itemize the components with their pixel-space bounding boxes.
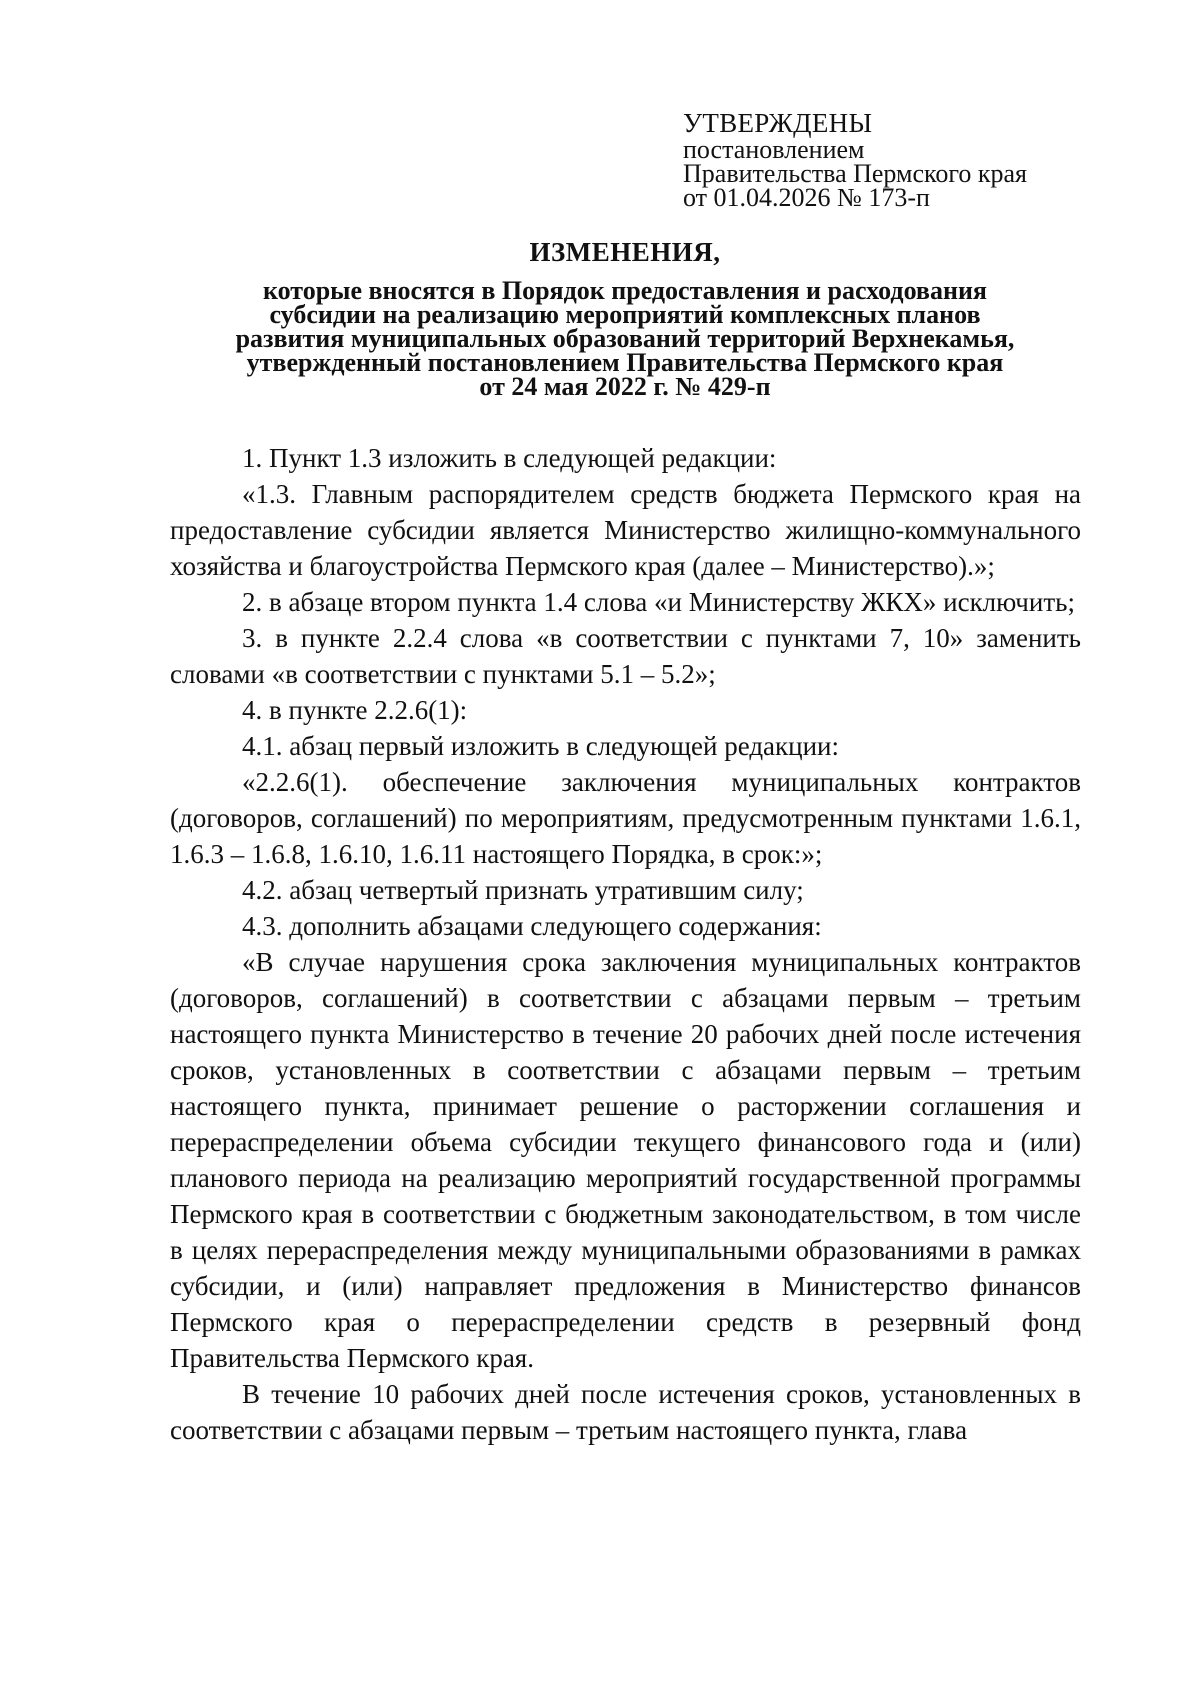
subtitle-line: утвержденный постановлением Правительства Пермского края <box>246 348 1004 377</box>
paragraph: «В случае нарушения срока заключения муниципальных контрактов (договоров, соглашений) в соответствии с абзацами первым – третьим настоящего пункта Министерство в течение 20 рабочих дней после истечения сроков, установленных в соответствии с абзацами первым – третьим настоящего пункта, принимает решение о расторжении соглашения и перераспределении объема субсидии текущего финансового года и (или) планового периода на реализацию мероприятий государственной программы Пермского края в соответствии с бюджетным законодательством, в том числе в целях перераспределения между муниципальными образованиями в рамках субсидии, и (или) направляет предложения в Министерство финансов Пермского края о перераспределении средств в резервный фонд Правительства Пермского края. <box>170 947 1081 1373</box>
document-subtitle <box>170 276 1080 401</box>
document-body <box>170 440 1081 1448</box>
paragraph: 1. Пункт 1.3 изложить в следующей редакции: <box>242 443 777 473</box>
subtitle-line: которые вносятся в Порядок предоставления и расходования <box>262 276 987 305</box>
paragraph: «1.3. Главным распорядителем средств бюджета Пермского края на предоставление субсидии является Министерство жилищно-коммунального хозяйства и благоустройства Пермского края (далее – Министерство).»; <box>170 479 1081 581</box>
approval-line-2: Правительства Пермского края <box>683 159 1027 188</box>
approval-line-3: от 01.04.2026 № 173-п <box>683 183 930 212</box>
paragraph: 4.1. абзац первый изложить в следующей редакции: <box>242 731 840 761</box>
subtitle-line: развития муниципальных образований территорий Верхнекамья, <box>235 324 1015 353</box>
approval-title: УТВЕРЖДЕНЫ <box>683 108 873 138</box>
subtitle-line: от 24 мая 2022 г. № 429-п <box>479 372 771 401</box>
document-title: ИЗМЕНЕНИЯ, <box>529 237 721 267</box>
paragraph: 4. в пункте 2.2.6(1): <box>242 695 468 725</box>
paragraph: 4.3. дополнить абзацами следующего содержания: <box>242 911 822 941</box>
paragraph: 2. в абзаце втором пункта 1.4 слова «и Министерству ЖКХ» исключить; <box>242 587 1075 617</box>
paragraph: 3. в пункте 2.2.4 слова «в соответствии с пунктами 7, 10» заменить словами «в соответствии с пунктами 5.1 – 5.2»; <box>170 623 1081 689</box>
paragraph: 4.2. абзац четвертый признать утратившим силу; <box>242 875 804 905</box>
approval-stamp <box>683 108 1103 210</box>
approval-line-1: постановлением <box>683 135 865 164</box>
paragraph: «2.2.6(1). обеспечение заключения муниципальных контрактов (договоров, соглашений) по мероприятиям, предусмотренным пунктами 1.6.1, 1.6.3 – 1.6.8, 1.6.10, 1.6.11 настоящего Порядка, в срок:»; <box>170 767 1081 869</box>
subtitle-line: субсидии на реализацию мероприятий комплексных планов <box>269 300 981 329</box>
paragraph: В течение 10 рабочих дней после истечения сроков, установленных в соответствии с абзацами первым – третьим настоящего пункта, глава <box>170 1379 1081 1445</box>
